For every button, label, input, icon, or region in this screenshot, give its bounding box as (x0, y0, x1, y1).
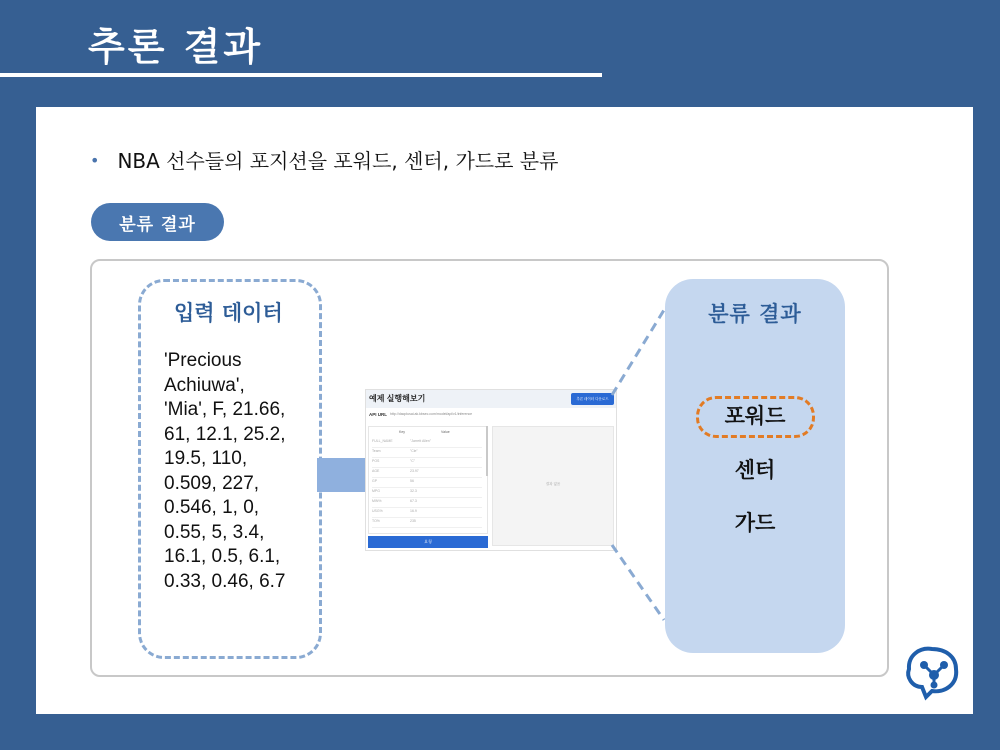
api-demo-screenshot (365, 389, 617, 551)
row-key: MIN% (372, 499, 382, 503)
table-scrollbar[interactable] (486, 426, 488, 476)
row-key: Team (372, 449, 381, 453)
brain-network-logo-icon (902, 643, 962, 703)
classification-result-title: 분류 결과 (708, 302, 802, 326)
row-key: GP (372, 479, 378, 483)
result-item-forward: 포워드 (724, 404, 786, 428)
zoom-connector-lines (600, 300, 670, 630)
result-area (492, 426, 614, 546)
api-url-label: API URL (369, 412, 387, 417)
row-key: MPG (372, 489, 380, 493)
section-label: 분류 결과 (91, 203, 224, 241)
row-value: 16.9 (410, 509, 417, 513)
key-value-table (368, 426, 488, 534)
input-data-text: 'Precious Achiuwa', 'Mia', F, 21.66, 61, 12.1, 25.2, 19.5, 110, 0.509, 227, 0.546, 1, 0, 0.55, 5, 3.4, 16.1, 0.5, 6.1, 0.33, 0.46, 6.7 (164, 350, 286, 592)
row-key: AGE (372, 469, 380, 473)
demo-title: 예제 실행해보기 (369, 394, 426, 403)
page-title: 추론 결과 (88, 25, 264, 69)
row-key: TO% (372, 519, 380, 523)
row-value: "Jarrett Allen" (410, 439, 431, 443)
bullet-dot-icon: • (90, 151, 100, 170)
row-key: POS (372, 459, 380, 463)
row-value: 32.3 (410, 489, 417, 493)
row-value: "Cle" (410, 449, 418, 453)
row-value: 23.97 (410, 469, 419, 473)
column-header-value: Value (441, 430, 450, 434)
api-url-value: http://dacplusai.ak.kbsec.com/model/api/v1/inference (390, 412, 473, 416)
bullet-point (90, 145, 558, 174)
download-button[interactable]: 추론 데이터 다운로드 (571, 393, 614, 405)
submit-button[interactable]: 요청 (368, 536, 488, 548)
title-underline (0, 73, 602, 77)
result-item-center: 센터 (734, 458, 776, 482)
row-value: 56 (410, 479, 414, 483)
input-data-title: 입력 데이터 (174, 301, 283, 325)
row-value: "C" (410, 459, 416, 463)
result-item-guard: 가드 (734, 511, 776, 535)
result-placeholder: 결과 없음 (545, 482, 561, 486)
row-value: 67.3 (410, 499, 417, 503)
bullet-text: NBA 선수들의 포지션을 포워드, 센터, 가드로 분류 (117, 149, 559, 173)
row-value: 235 (410, 519, 416, 523)
column-header-key: Key (399, 430, 406, 434)
row-key: FULL_NAME (372, 439, 393, 443)
table-row (372, 517, 482, 528)
row-key: USG% (372, 509, 383, 513)
